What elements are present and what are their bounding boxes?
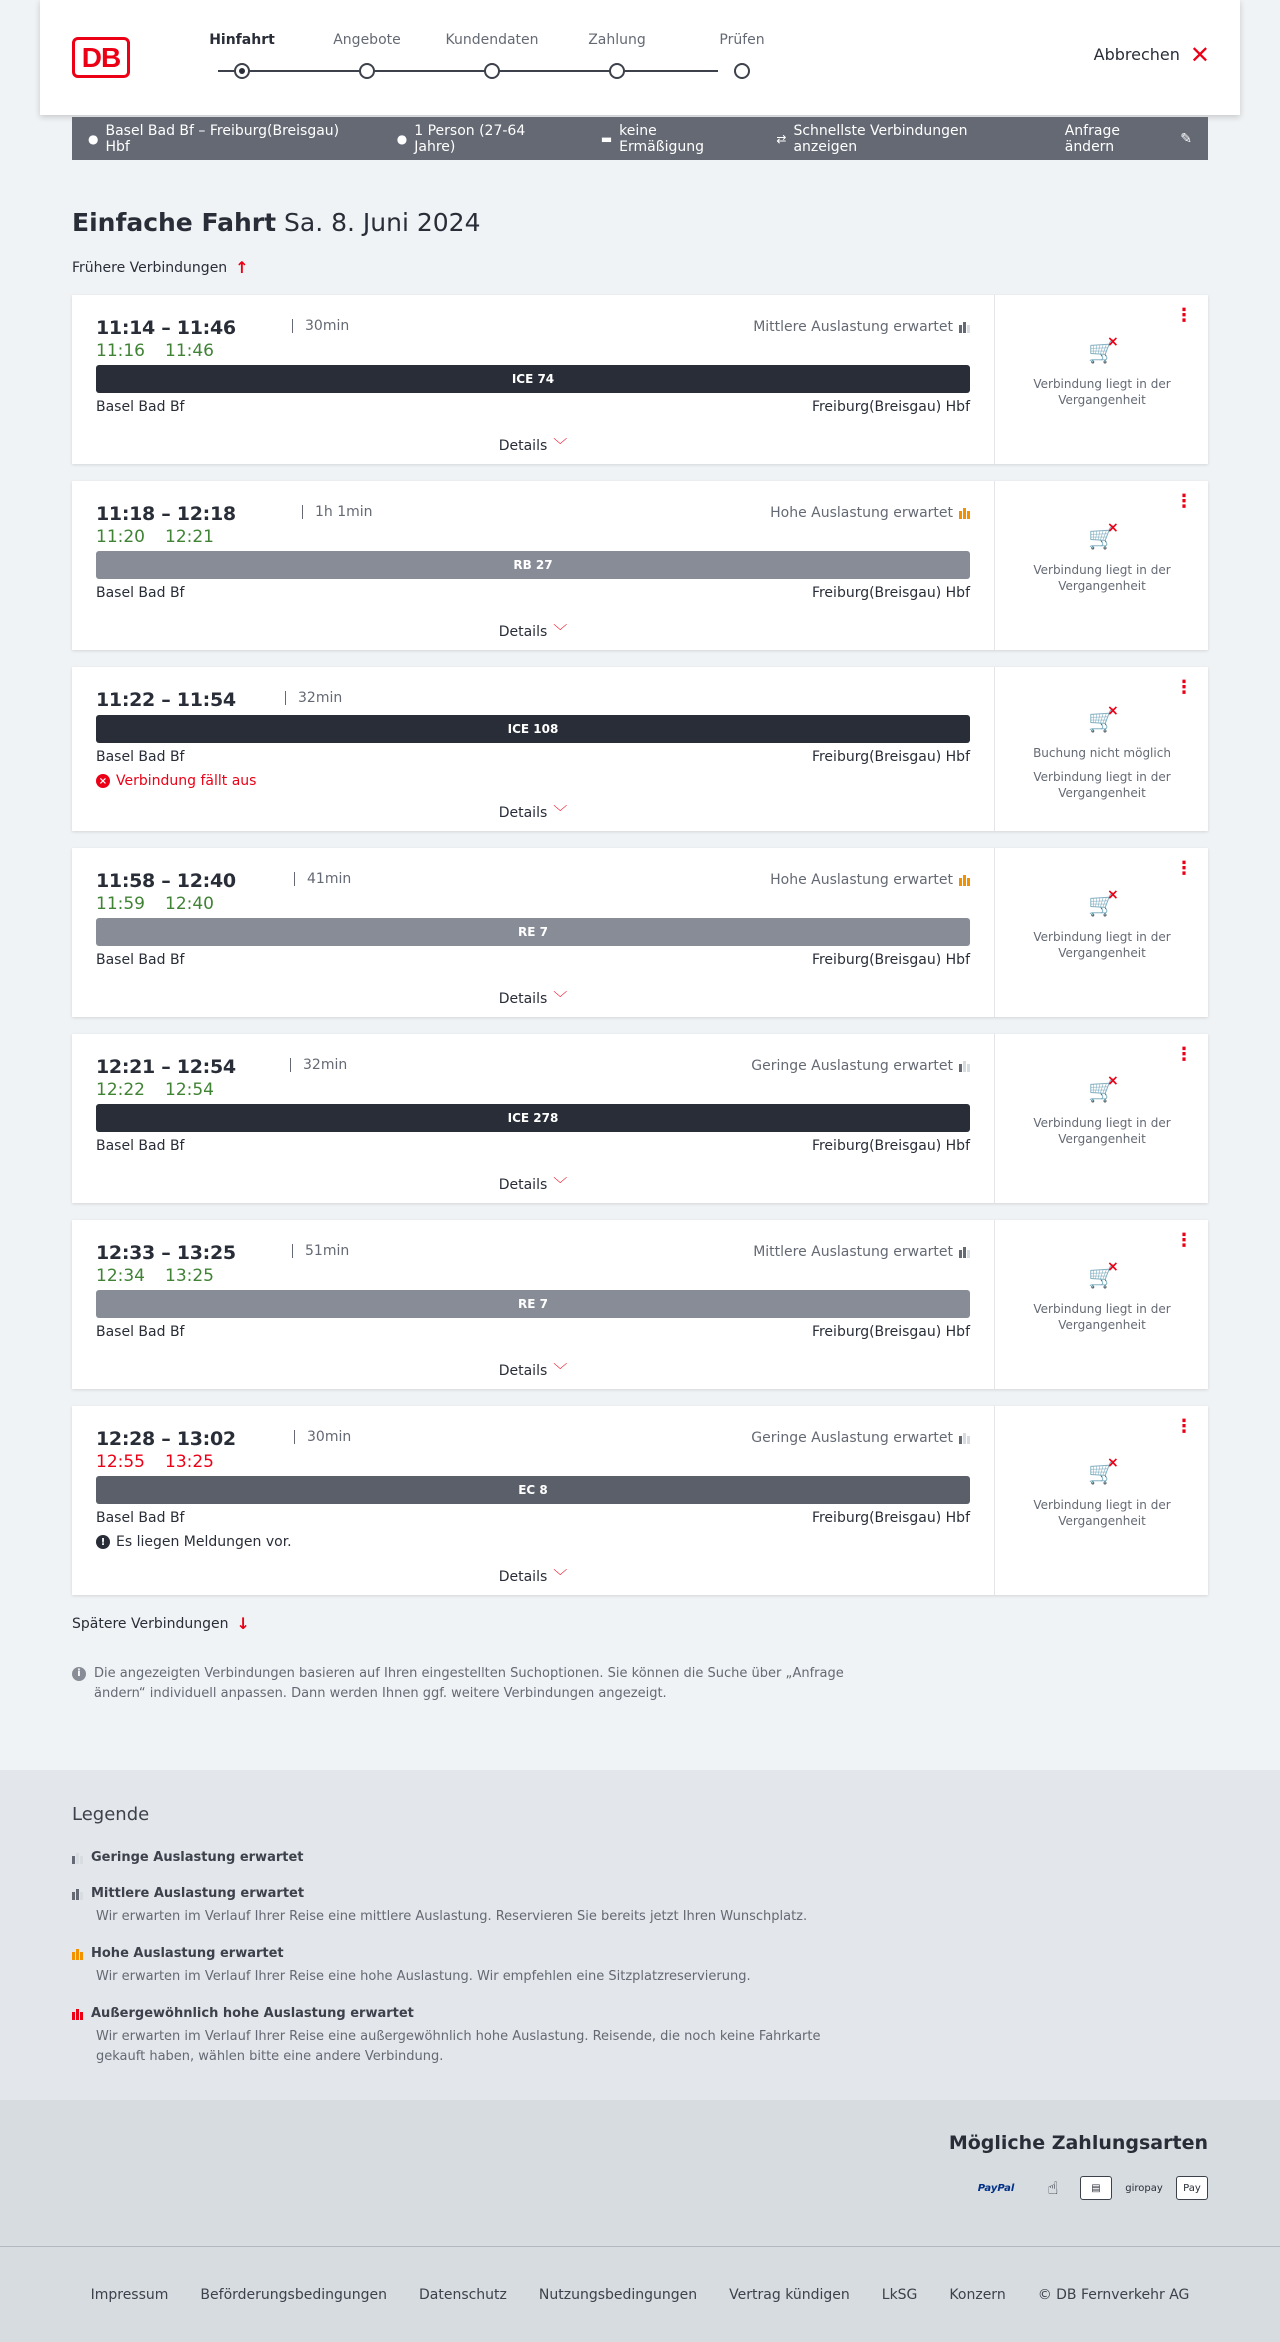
realtime-arrival: 12:21 xyxy=(165,527,214,547)
legend-item-title: Geringe Auslastung erwartet xyxy=(91,1850,304,1865)
details-label: Details xyxy=(498,805,548,821)
load-indicator xyxy=(753,1244,970,1260)
connection-side xyxy=(994,1220,1208,1389)
origin-station: Basel Bad Bf xyxy=(96,952,185,968)
details-label: Details xyxy=(498,1569,548,1585)
load-indicator xyxy=(770,505,970,521)
destination-station: Freiburg(Breisgau) Hbf xyxy=(811,1324,970,1340)
progress-line xyxy=(218,70,718,72)
realtime-arrival: 12:54 xyxy=(165,1080,214,1100)
connection-side xyxy=(994,295,1208,464)
load-text: Hohe Auslastung erwartet xyxy=(770,505,953,521)
past-connection-note: Verbindung liegt in der Vergangenheit xyxy=(1033,563,1171,593)
connection-side xyxy=(994,1034,1208,1203)
load-medium-icon xyxy=(959,321,970,333)
planned-times: 11:22 – 11:54 xyxy=(96,689,236,711)
info-note xyxy=(72,1664,852,1704)
arrow-down-icon: ↓ xyxy=(236,1614,250,1633)
more-options-icon[interactable]: ⋮ xyxy=(1175,305,1192,326)
cart-disabled-icon: 🛒 × xyxy=(995,893,1209,918)
query-route xyxy=(88,123,365,155)
legend-section xyxy=(0,1770,1280,2100)
realtime-arrival: 13:25 xyxy=(165,1266,214,1286)
more-options-icon[interactable]: ⋮ xyxy=(1175,1044,1192,1065)
bahncard-icon: ▬ xyxy=(600,131,613,146)
connection-main xyxy=(72,848,994,1017)
query-bar xyxy=(72,117,1208,160)
realtime-times xyxy=(96,894,234,914)
connection-side xyxy=(994,667,1208,831)
stations xyxy=(96,585,970,601)
destination-station: Freiburg(Breisgau) Hbf xyxy=(811,1510,970,1526)
realtime-arrival: 12:40 xyxy=(165,894,214,914)
connection-message xyxy=(96,1534,292,1550)
change-query-label: Anfrage ändern xyxy=(1064,122,1120,155)
past-connection-note: Verbindung liegt in der Vergangenheit xyxy=(1033,930,1171,960)
location-pin-icon: ● xyxy=(88,131,99,146)
legend-item-low xyxy=(72,1850,872,1865)
header xyxy=(40,0,1240,115)
load-text: Mittlere Auslastung erwartet xyxy=(753,319,953,335)
train-bar[interactable]: RE 7 xyxy=(96,1290,970,1318)
legend-item-medium xyxy=(72,1886,872,1927)
stations xyxy=(96,399,970,415)
pencil-icon: ✎ xyxy=(1180,130,1193,147)
train-bar[interactable]: ICE 74 xyxy=(96,365,970,393)
past-connection-note: Verbindung liegt in der Vergangenheit xyxy=(1033,1116,1171,1146)
planned-times: 12:28 – 13:02 xyxy=(96,1428,236,1450)
footer-link-nutzungsbedingungen[interactable]: Nutzungsbedingungen xyxy=(538,2286,698,2303)
connection-main xyxy=(72,667,994,831)
legend-item-title: Hohe Auslastung erwartet xyxy=(91,1946,284,1961)
step-angebote[interactable] xyxy=(307,32,427,48)
load-low-icon xyxy=(72,1852,83,1864)
change-query-button[interactable] xyxy=(1065,123,1192,155)
query-fastest-text: Schnellste Verbindungen anzeigen xyxy=(793,122,968,155)
planned-times: 11:14 – 11:46 xyxy=(96,317,236,339)
legend-item-extreme xyxy=(72,2006,872,2067)
planned-times: 12:21 – 12:54 xyxy=(96,1056,236,1078)
more-options-icon[interactable]: ⋮ xyxy=(1175,858,1192,879)
booking-not-possible: Buchung nicht möglich xyxy=(1033,746,1171,760)
connection-card[interactable] xyxy=(72,667,1208,831)
step-label: Kundendaten xyxy=(445,32,539,48)
train-bar[interactable]: RE 7 xyxy=(96,918,970,946)
earlier-label: Frühere Verbindungen xyxy=(72,259,228,276)
connection-card[interactable] xyxy=(72,848,1208,1017)
cart-disabled-icon: 🛒 × xyxy=(995,1079,1209,1104)
footer-copyright: © DB Fernverkehr AG xyxy=(1037,2286,1190,2303)
destination-station: Freiburg(Breisgau) Hbf xyxy=(811,952,970,968)
chevron-down-icon: ﹀ xyxy=(553,1569,568,1585)
details-toggle[interactable] xyxy=(72,621,994,641)
chevron-down-icon: ﹀ xyxy=(553,991,568,1007)
origin-station: Basel Bad Bf xyxy=(96,585,185,601)
realtime-departure: 11:20 xyxy=(96,527,145,547)
details-label: Details xyxy=(498,991,548,1007)
past-connection-note: Verbindung liegt in der Vergangenheit xyxy=(1033,377,1171,407)
legend-item-text: Wir erwarten im Verlauf Ihrer Reise eine hohe Auslastung. Wir empfehlen eine Sitzplatzreservierung. xyxy=(96,1969,751,1984)
query-fastest xyxy=(776,123,1032,155)
credit-card-icon: ☝ xyxy=(1047,2177,1059,2199)
info-icon: i xyxy=(72,1667,86,1681)
step-zahlung[interactable] xyxy=(557,32,677,48)
load-high-icon xyxy=(959,507,970,519)
load-high-icon xyxy=(72,1948,83,1960)
paypal-icon: PayPal xyxy=(977,2182,1015,2194)
cart-disabled-icon: 🛒 × xyxy=(995,526,1209,551)
load-indicator xyxy=(753,319,970,335)
legend-title: Legende xyxy=(72,1804,150,1825)
duration: 51min xyxy=(292,1244,349,1258)
step-dot xyxy=(359,63,375,79)
step-label: Angebote xyxy=(333,32,401,48)
duration: 30min xyxy=(294,1430,351,1444)
connection-card[interactable] xyxy=(72,1034,1208,1203)
step-pruefen[interactable] xyxy=(682,32,802,48)
details-label: Details xyxy=(498,438,548,454)
cart-disabled-icon: 🛒 × xyxy=(995,709,1209,734)
realtime-departure: 11:16 xyxy=(96,341,145,361)
step-label: Hinfahrt xyxy=(209,32,275,48)
past-connection-note: Verbindung liegt in der Vergangenheit xyxy=(1033,1302,1171,1332)
load-text: Geringe Auslastung erwartet xyxy=(751,1058,953,1074)
footer-link-konzern[interactable]: Konzern xyxy=(949,2286,1006,2303)
trip-type: Einfache Fahrt xyxy=(72,208,277,237)
origin-station: Basel Bad Bf xyxy=(96,1324,185,1340)
planned-times: 11:58 – 12:40 xyxy=(96,870,236,892)
origin-station: Basel Bad Bf xyxy=(96,749,185,765)
connection-side xyxy=(994,1406,1208,1595)
payment-methods xyxy=(966,2176,1208,2200)
legend-item-high xyxy=(72,1946,872,1987)
load-text: Mittlere Auslastung erwartet xyxy=(753,1244,953,1260)
connection-message xyxy=(96,773,256,789)
stations xyxy=(96,952,970,968)
origin-station: Basel Bad Bf xyxy=(96,399,185,415)
step-dot xyxy=(734,63,750,79)
query-persons-text: 1 Person (27-64 Jahre) xyxy=(414,122,526,155)
giropay-icon: giropay xyxy=(1125,2182,1163,2194)
trip-date: Sa. 8. Juni 2024 xyxy=(284,208,481,237)
cart-disabled-icon: 🛒 × xyxy=(995,340,1209,365)
load-medium-icon xyxy=(72,1888,83,1900)
later-connections-link[interactable] xyxy=(72,1614,250,1633)
more-options-icon[interactable]: ⋮ xyxy=(1175,1416,1192,1437)
stations xyxy=(96,1510,970,1526)
destination-station: Freiburg(Breisgau) Hbf xyxy=(811,585,970,601)
load-low-icon xyxy=(959,1060,970,1072)
footer-link-impressum[interactable]: Impressum xyxy=(90,2286,169,2303)
origin-station: Basel Bad Bf xyxy=(96,1510,185,1526)
destination-station: Freiburg(Breisgau) Hbf xyxy=(811,399,970,415)
earlier-connections-link[interactable] xyxy=(72,258,249,277)
chevron-down-icon: ﹀ xyxy=(553,1363,568,1379)
train-bar[interactable]: EC 8 xyxy=(96,1476,970,1504)
cart-disabled-icon: 🛒 × xyxy=(995,1461,1209,1486)
connection-card[interactable] xyxy=(72,481,1208,650)
payment-section xyxy=(0,2100,1280,2246)
duration: 41min xyxy=(294,872,351,886)
load-medium-icon xyxy=(959,1246,970,1258)
connection-card[interactable] xyxy=(72,1220,1208,1389)
realtime-departure: 12:22 xyxy=(96,1080,145,1100)
connection-side xyxy=(994,481,1208,650)
realtime-departure: 12:34 xyxy=(96,1266,145,1286)
cart-disabled-icon: 🛒 × xyxy=(995,1265,1209,1290)
details-toggle[interactable] xyxy=(72,802,994,822)
cancel-label: Abbrechen xyxy=(1093,45,1180,64)
realtime-departure: 11:59 xyxy=(96,894,145,914)
connection-main xyxy=(72,295,994,464)
arrow-up-icon: ↑ xyxy=(235,258,249,277)
cancel-circle-icon: × xyxy=(96,774,110,788)
footer-link-lksg[interactable]: LkSG xyxy=(881,2286,918,2303)
details-toggle[interactable] xyxy=(72,1174,994,1194)
step-hinfahrt[interactable] xyxy=(182,32,302,48)
page-title xyxy=(72,208,481,237)
message-text: Verbindung fällt aus xyxy=(116,773,257,789)
later-label: Spätere Verbindungen xyxy=(72,1615,229,1632)
details-toggle[interactable] xyxy=(72,435,994,455)
warning-circle-icon: ! xyxy=(96,1535,110,1549)
sepa-icon: ▤ xyxy=(1080,2176,1112,2200)
chevron-down-icon: ﹀ xyxy=(553,438,568,454)
details-label: Details xyxy=(498,624,548,640)
legend-item-title: Mittlere Auslastung erwartet xyxy=(91,1886,305,1901)
progress-steps xyxy=(182,32,765,82)
connection-side xyxy=(994,848,1208,1017)
payment-title: Mögliche Zahlungsarten xyxy=(948,2132,1208,2154)
load-indicator xyxy=(751,1058,970,1074)
duration: 1h 1min xyxy=(302,505,373,519)
query-discount-text: keine Ermäßigung xyxy=(619,122,704,155)
planned-times: 12:33 – 13:25 xyxy=(96,1242,236,1264)
more-options-icon[interactable]: ⋮ xyxy=(1175,677,1192,698)
duration: 32min xyxy=(285,691,342,705)
realtime-times xyxy=(96,341,234,361)
train-bar[interactable]: ICE 108 xyxy=(96,715,970,743)
load-low-icon xyxy=(959,1432,970,1444)
realtime-arrival: 11:46 xyxy=(165,341,214,361)
chevron-down-icon: ﹀ xyxy=(553,805,568,821)
connection-main xyxy=(72,481,994,650)
load-text: Hohe Auslastung erwartet xyxy=(770,872,953,888)
person-icon: ● xyxy=(396,131,408,146)
footer-link-befoerderungsbedingungen[interactable]: Beförderungsbedingungen xyxy=(200,2286,387,2303)
duration: 32min xyxy=(290,1058,347,1072)
cancel-button[interactable] xyxy=(1093,40,1210,69)
details-label: Details xyxy=(498,1363,548,1379)
apple-pay-icon: Pay xyxy=(1176,2176,1208,2200)
chevron-down-icon: ﹀ xyxy=(553,1177,568,1193)
planned-times: 11:18 – 12:18 xyxy=(96,503,236,525)
train-bar[interactable]: ICE 278 xyxy=(96,1104,970,1132)
realtime-times xyxy=(96,1266,234,1286)
query-route-text: Basel Bad Bf – Freiburg(Breisgau) Hbf xyxy=(105,122,340,155)
connection-card[interactable] xyxy=(72,1406,1208,1595)
past-connection-note: Verbindung liegt in der Vergangenheit xyxy=(1033,770,1171,800)
past-connection-note: Verbindung liegt in der Vergangenheit xyxy=(1033,1498,1171,1528)
footer-link-vertrag-kuendigen[interactable]: Vertrag kündigen xyxy=(729,2286,850,2303)
realtime-arrival: 13:25 xyxy=(165,1452,214,1472)
legend-item-text: Wir erwarten im Verlauf Ihrer Reise eine mittlere Auslastung. Reservieren Sie bereits jetzt Ihren Wunschplatz. xyxy=(96,1909,808,1924)
stations xyxy=(96,1138,970,1154)
legend-item-title: Außergewöhnlich hohe Auslastung erwartet xyxy=(91,2006,414,2021)
train-bar[interactable]: RB 27 xyxy=(96,551,970,579)
connection-card[interactable] xyxy=(72,295,1208,464)
details-toggle[interactable] xyxy=(72,988,994,1008)
legend-item-text: Wir erwarten im Verlauf Ihrer Reise eine außergewöhnlich hohe Auslastung. Reisende, die noch keine Fahrkarte gekauft haben, wählen bitte eine andere Verbindung. xyxy=(96,2029,821,2064)
db-logo[interactable]: DB xyxy=(72,37,130,78)
details-toggle[interactable] xyxy=(72,1566,994,1586)
more-options-icon[interactable]: ⋮ xyxy=(1175,491,1192,512)
query-persons xyxy=(397,123,569,155)
destination-station: Freiburg(Breisgau) Hbf xyxy=(811,1138,970,1154)
duration: 30min xyxy=(292,319,349,333)
switch-arrows-icon: ⇄ xyxy=(776,131,787,146)
load-text: Geringe Auslastung erwartet xyxy=(751,1430,953,1446)
load-indicator xyxy=(770,872,970,888)
info-text: Die angezeigten Verbindungen basieren auf Ihren eingestellten Suchoptionen. Sie können die Suche über „Anfrage ändern“ individuell anpassen. Dann werden Ihnen ggf. weitere Verbindungen angezeigt. xyxy=(94,1666,844,1701)
load-high-icon xyxy=(959,874,970,886)
realtime-times xyxy=(96,527,234,547)
step-label: Zahlung xyxy=(588,32,646,48)
step-dot xyxy=(234,63,250,79)
origin-station: Basel Bad Bf xyxy=(96,1138,185,1154)
stations xyxy=(96,1324,970,1340)
realtime-times xyxy=(96,1452,234,1472)
load-extreme-icon xyxy=(72,2008,83,2020)
stations xyxy=(96,749,970,765)
message-text: Es liegen Meldungen vor. xyxy=(116,1534,292,1550)
connection-main xyxy=(72,1220,994,1389)
step-kundendaten[interactable] xyxy=(432,32,552,48)
footer-link-datenschutz[interactable]: Datenschutz xyxy=(418,2286,507,2303)
connection-main xyxy=(72,1406,994,1595)
step-dot xyxy=(609,63,625,79)
query-discount xyxy=(601,123,745,155)
chevron-down-icon: ﹀ xyxy=(553,624,568,640)
realtime-departure: 12:55 xyxy=(96,1452,145,1472)
load-indicator xyxy=(751,1430,970,1446)
realtime-times xyxy=(96,1080,234,1100)
destination-station: Freiburg(Breisgau) Hbf xyxy=(811,749,970,765)
close-icon: ✕ xyxy=(1189,40,1210,69)
connection-main xyxy=(72,1034,994,1203)
details-toggle[interactable] xyxy=(72,1360,994,1380)
footer xyxy=(0,2246,1280,2342)
more-options-icon[interactable]: ⋮ xyxy=(1175,1230,1192,1251)
step-dot xyxy=(484,63,500,79)
step-label: Prüfen xyxy=(719,32,765,48)
details-label: Details xyxy=(498,1177,548,1193)
